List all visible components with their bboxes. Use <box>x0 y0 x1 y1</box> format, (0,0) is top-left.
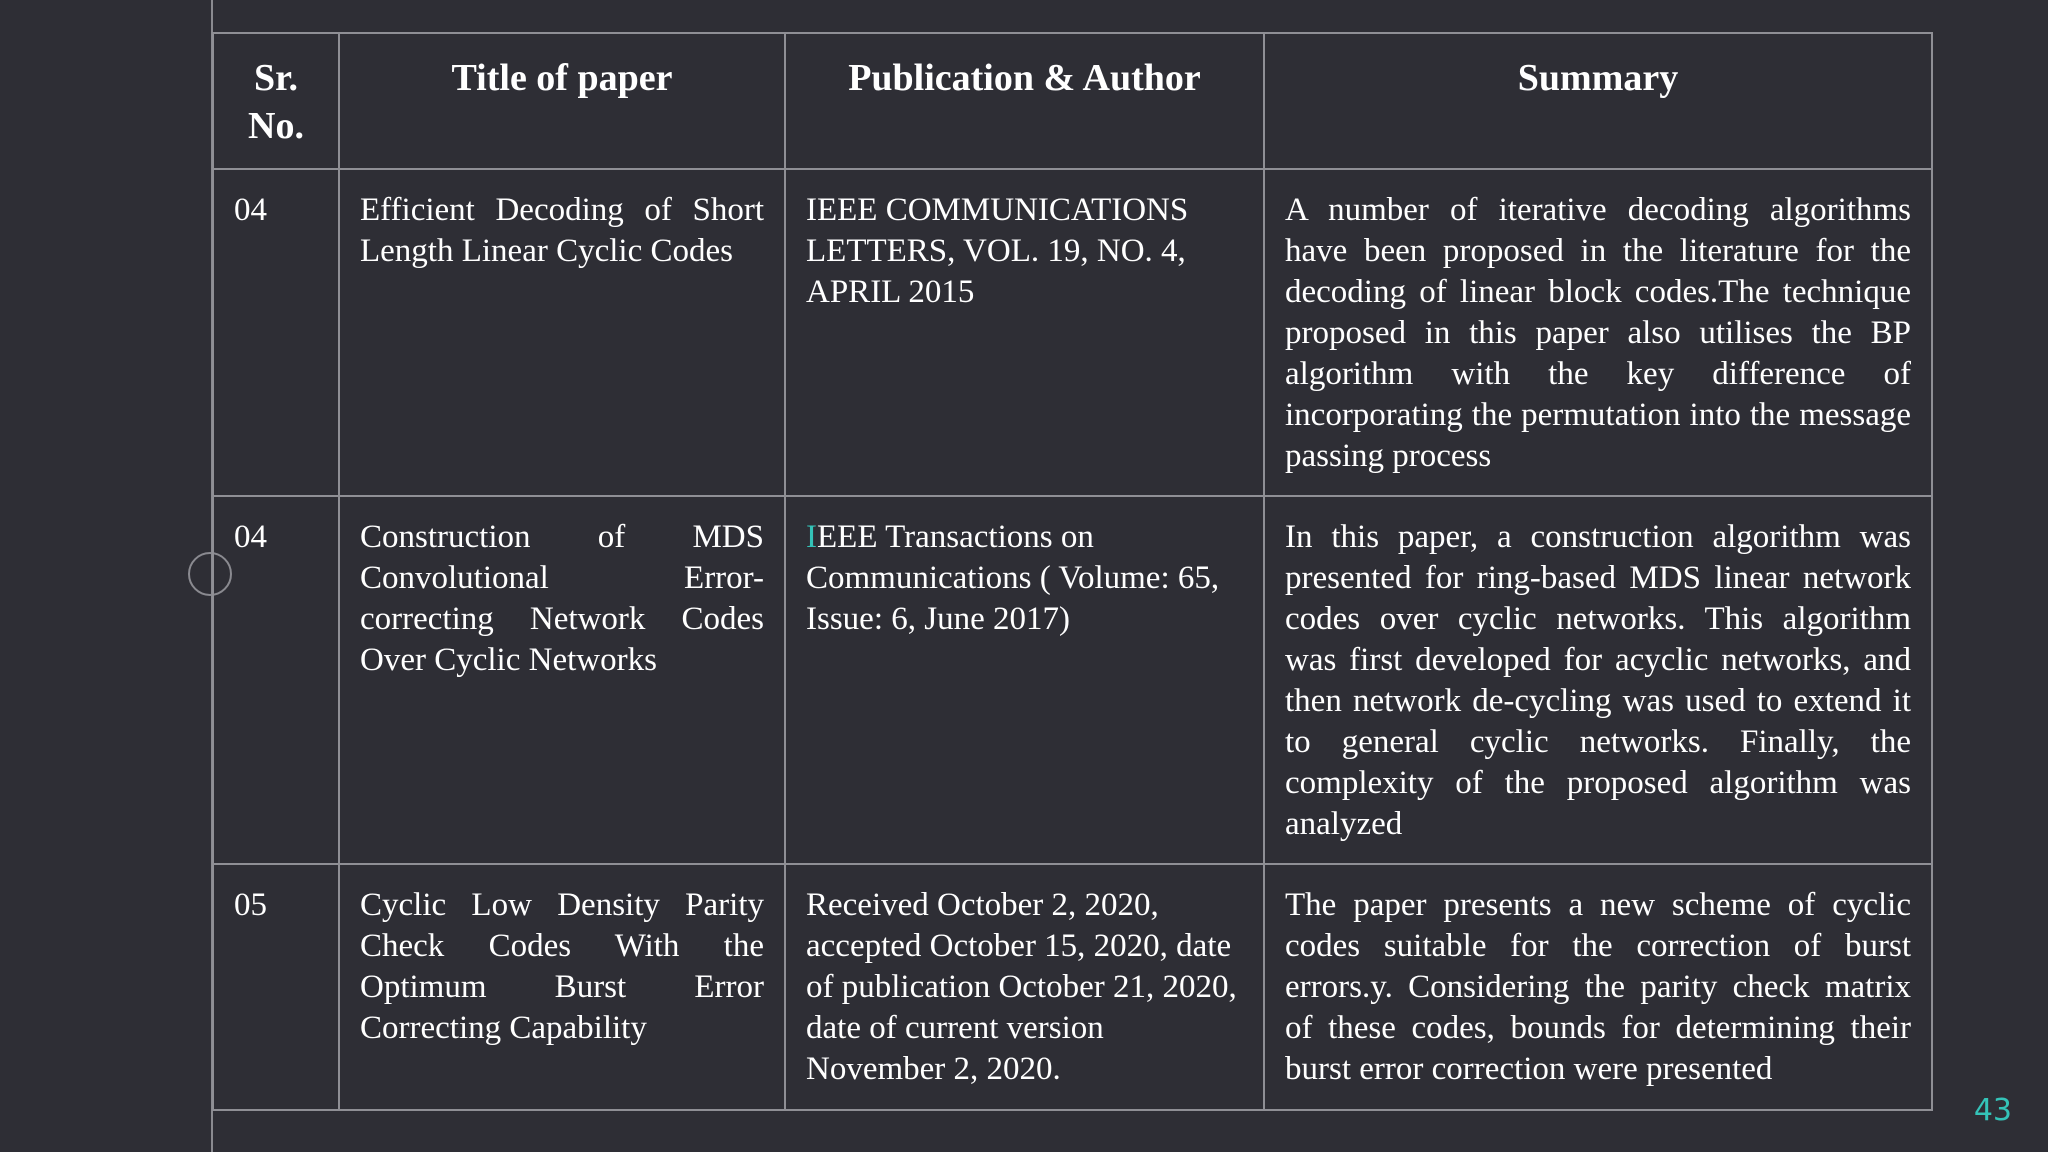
publication-text: EEE Transactions on Communications ( Volume: 65, Issue: 6, June 2017) <box>806 519 1220 637</box>
row-summary: In this paper, a construction algorithm was presented for ring-based MDS linear network codes over cyclic networks. This algorithm was first developed for acyclic networks, and then network de-cycling was used to extend it to general cyclic networks. Finally, the complexity of the proposed algorithm was analyzed <box>1264 496 1932 864</box>
table-row <box>213 864 1932 1110</box>
header-publication: Publication & Author <box>785 33 1264 169</box>
row-sr-no: 05 <box>213 864 339 1110</box>
header-sr-no: Sr. No. <box>213 33 339 169</box>
row-sr-no: 04 <box>213 496 339 864</box>
row-title: Cyclic Low Density Parity Check Codes With the Optimum Burst Error Correcting Capability <box>339 864 785 1110</box>
row-sr-no: 04 <box>213 169 339 496</box>
publication-text: Received October 2, 2020, accepted October 15, 2020, date of publication October 21, 2020, date of current version November 2, 2020. <box>806 887 1237 1087</box>
row-title: Efficient Decoding of Short Length Linear Cyclic Codes <box>339 169 785 496</box>
table-row <box>213 169 1932 496</box>
table-row <box>213 496 1932 864</box>
publication-text: IEEE COMMUNICATIONS LETTERS, VOL. 19, NO. 4, APRIL 2015 <box>806 192 1189 310</box>
row-publication <box>785 864 1264 1110</box>
row-publication <box>785 496 1264 864</box>
row-summary: The paper presents a new scheme of cyclic codes suitable for the correction of burst errors.y. Considering the parity check matrix of these codes, bounds for determining their burst error correction were presented <box>1264 864 1932 1110</box>
page-number: 43 <box>1973 1093 2012 1128</box>
header-summary: Summary <box>1264 33 1932 169</box>
table-header-row <box>213 33 1932 169</box>
row-title: Construction of MDS Convolutional Error-correcting Network Codes Over Cyclic Networks <box>339 496 785 864</box>
row-summary: A number of iterative decoding algorithms have been proposed in the literature for the decoding of linear block codes.The technique proposed in this paper also utilises the BP algorithm with the key difference of incorporating the permutation into the message passing process <box>1264 169 1932 496</box>
literature-survey-table <box>212 32 1933 1111</box>
publication-first-letter: I <box>806 519 817 555</box>
header-title: Title of paper <box>339 33 785 169</box>
row-publication <box>785 169 1264 496</box>
